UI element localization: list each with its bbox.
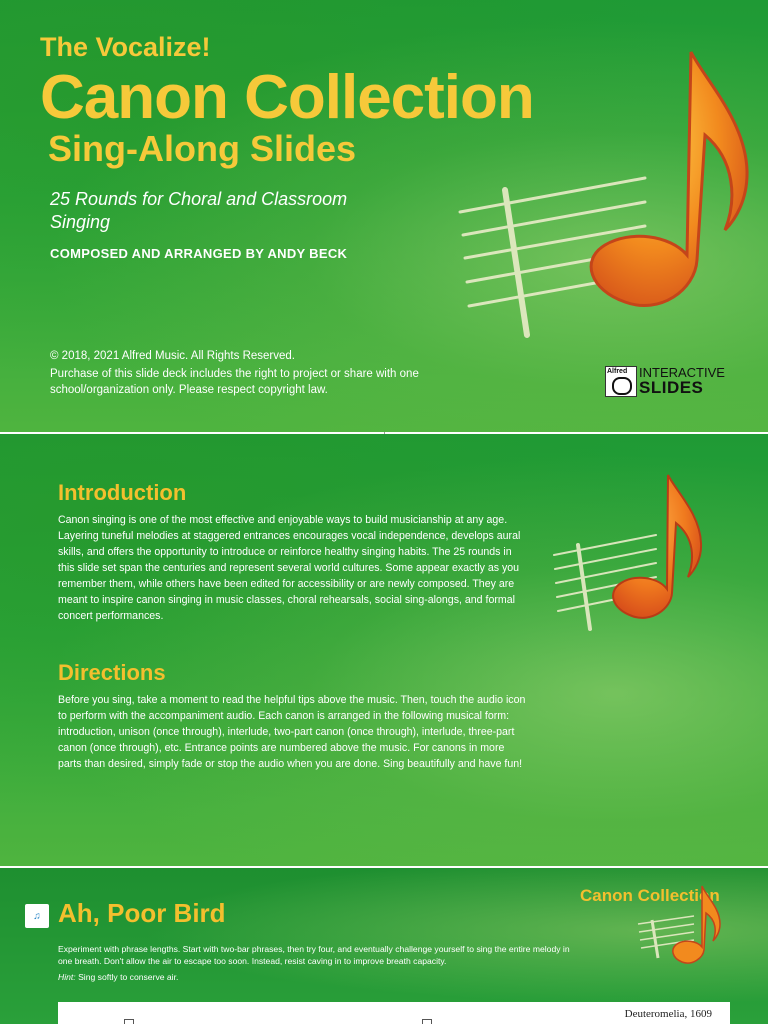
series-kicker: The Vocalize!: [40, 32, 211, 62]
cover-rounds-text: 25 Rounds for Choral and Classroom Singing: [50, 189, 348, 232]
cover-subtitle: Sing-Along Slides: [48, 128, 357, 169]
logo-brand: Alfred: [607, 368, 628, 375]
entrance-marker: [422, 1019, 432, 1024]
purchase-notice: Purchase of this slide deck includes the right to project or share with one school/organization only. Please respect copyright law.: [50, 368, 419, 396]
audio-icon[interactable]: [25, 904, 49, 928]
alfred-logo-icon: [605, 366, 637, 397]
music-note-icon: [548, 469, 718, 639]
directions-text: Before you sing, take a moment to read the helpful tips above the music. Then, touch the audio icon to perform with the accompaniment audio. Each canon is arranged in the following musical form: introduction, unison (once through), interlude, two-part canon (once through), interlude, three-part canon (once through), etc. Entrance points are numbered above the music. For canons in more parts than desired, simply fade or stop the audio when you are done. Sing beautifully and have fun!: [58, 694, 526, 770]
logo-line1: INTERACTIVE: [639, 365, 725, 380]
copyright-notice: © 2018, 2021 Alfred Music. All Rights Reserved.: [50, 350, 295, 362]
directions-heading: Directions: [58, 660, 166, 685]
song-title: Ah, Poor Bird: [58, 898, 226, 928]
alfred-interactive-slides-logo: [605, 366, 729, 396]
audio-glyph: ♫: [33, 910, 41, 922]
song-hint: [58, 972, 178, 982]
score-source: Deuteromelia, 1609: [624, 1008, 712, 1020]
introduction-heading: Introduction: [58, 480, 187, 505]
hint-label: Hint:: [58, 972, 76, 982]
song-slide: [0, 868, 768, 1024]
collection-brand: Canon Collection: [580, 886, 720, 905]
entrance-marker: [124, 1019, 134, 1024]
logo-line2: SLIDES: [639, 378, 704, 397]
introduction-slide: [0, 434, 768, 866]
song-tips-text: Experiment with phrase lengths. Start with two-bar phrases, then try four, and eventually challenge yourself to sing the entire melody in one breath. Don't allow the air to escape too soon. Instead, resist caving in to improve breath capacity.: [58, 944, 570, 966]
hint-text: Sing softly to conserve air.: [78, 972, 179, 982]
introduction-text: Canon singing is one of the most effective and enjoyable ways to build musicianship at any age. Layering tuneful melodies at staggered entrances encourages vocal independence, develops aural skills, and offers the opportunity to introduce or reinforce healthy singing habits. The 25 rounds in this slide set span the centuries and represent several world cultures. Some appear exactly as you remember them, while others have been edited for accessibility or are newly composed. They are meant to inspire canon singing in music classes, choral rehearsals, social sing-alongs, and formal concert performances.: [58, 514, 521, 622]
music-score: [58, 1002, 730, 1024]
music-note-icon: [636, 884, 726, 964]
cover-title: Canon Collection: [40, 63, 534, 132]
cover-slide: [0, 0, 768, 432]
logo-mark: [612, 377, 632, 395]
composer-credit: COMPOSED AND ARRANGED BY ANDY BECK: [50, 246, 348, 261]
